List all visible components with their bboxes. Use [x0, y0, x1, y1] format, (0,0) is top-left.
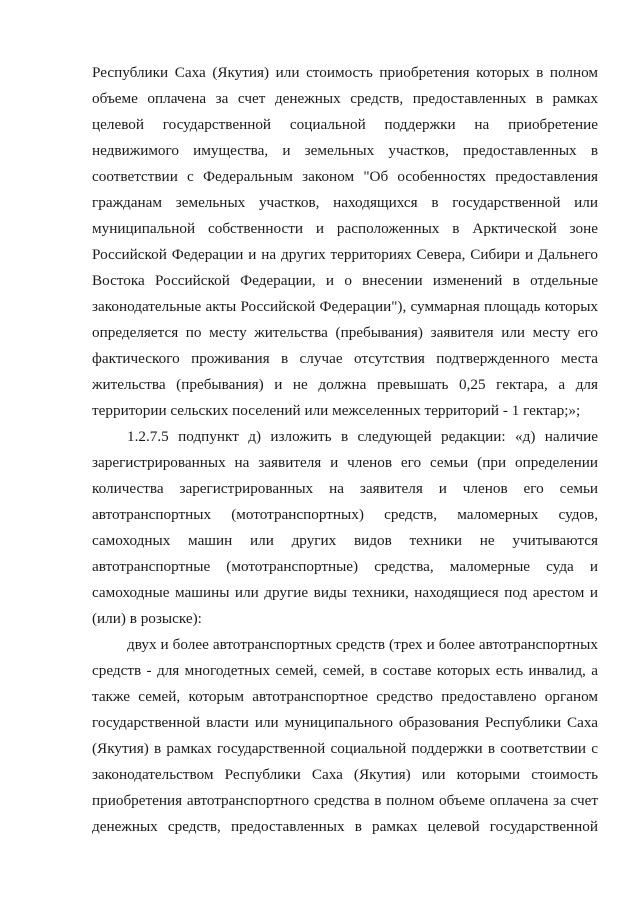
text-line: объеме оплачена за счет денежных средств, предоставленных в рамках: [92, 90, 598, 107]
text-line: средств - для многодетных семей, семей, в составе которых есть инвалид, а: [92, 662, 598, 679]
text-line: (или) в розыске):: [92, 610, 202, 627]
text-line: самоходные машины или другие виды техники, находящиеся под арестом и: [92, 584, 598, 601]
text-line: жительства (пребывания) и не должна превышать 0,25 гектара, а для: [92, 376, 598, 393]
text-line: законодательные акты Российской Федерации"), суммарная площадь которых: [92, 298, 598, 315]
text-line: Российской Федерации и на других территориях Севера, Сибири и Дальнего: [92, 246, 598, 263]
text-line: территории сельских поселений или межселенных территорий - 1 гектар;»;: [92, 402, 581, 419]
text-line: также семей, которым автотранспортное средство предоставлено органом: [92, 688, 598, 705]
text-line: целевой государственной социальной поддержки на приобретение: [92, 116, 598, 133]
text-line: автотранспортных (мототранспортных) средств, маломерных судов,: [92, 506, 598, 523]
text-line: 1.2.7.5 подпункт д) изложить в следующей редакции: «д) наличие: [127, 428, 598, 445]
text-line: (Якутия) в рамках государственной социальной поддержки в соответствии с: [92, 740, 598, 757]
text-line: двух и более автотранспортных средств (трех и более автотранспортных: [127, 636, 598, 653]
text-line: определяется по месту жительства (пребывания) заявителя или месту его: [92, 324, 598, 341]
text-line: количества зарегистрированных на заявителя и членов его семьи: [92, 480, 598, 497]
document-body: [92, 60, 598, 840]
text-line: самоходных машин или других видов техники не учитываются: [92, 532, 598, 549]
text-line: фактического проживания в случае отсутствия подтвержденного места: [92, 350, 598, 367]
text-line: Востока Российской Федерации, и о внесении изменений в отдельные: [92, 272, 598, 289]
text-line: законодательством Республики Саха (Якутия) или которыми стоимость: [92, 766, 598, 783]
text-line: соответствии с Федеральным законом "Об особенностях предоставления: [92, 168, 598, 185]
text-line: автотранспортные (мототранспортные) средства, маломерные суда и: [92, 558, 598, 575]
text-line: Республики Саха (Якутия) или стоимость приобретения которых в полном: [92, 64, 598, 81]
text-line: гражданам земельных участков, находящихся в государственной или: [92, 194, 598, 211]
text-line: недвижимого имущества, и земельных участков, предоставленных в: [92, 142, 598, 159]
text-line: муниципальной собственности и расположенных в Арктической зоне: [92, 220, 598, 237]
text-line: зарегистрированных на заявителя и членов его семьи (при определении: [92, 454, 598, 471]
text-line: денежных средств, предоставленных в рамках целевой государственной: [92, 818, 598, 835]
text-line: государственной власти или муниципального образования Республики Саха: [92, 714, 598, 731]
text-line: приобретения автотранспортного средства в полном объеме оплачена за счет: [92, 792, 598, 809]
